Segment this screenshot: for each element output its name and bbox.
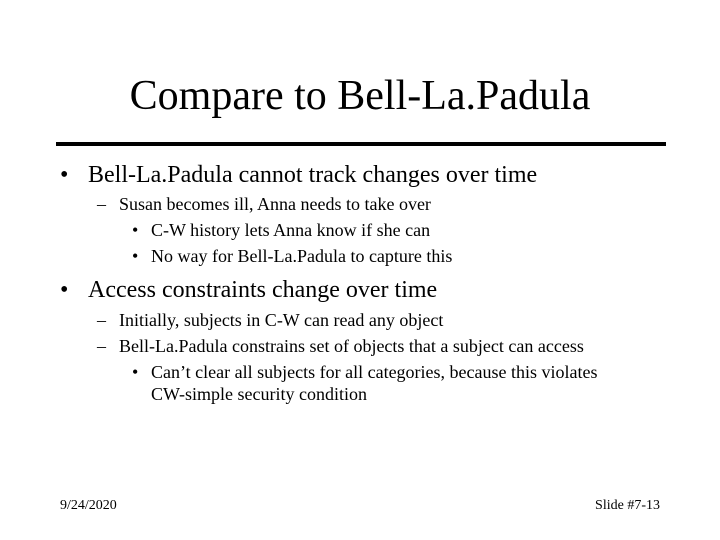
bullet-text: Bell-La.Padula cannot track changes over time xyxy=(88,162,538,188)
footer-date: 9/24/2020 xyxy=(60,498,117,513)
sub-bullet-marker: – xyxy=(97,310,106,330)
sub-sub-bullet-text-line2: CW-simple security condition xyxy=(151,384,367,404)
sub-bullet-text: Bell-La.Padula constrains set of objects that a subject can access xyxy=(119,336,584,356)
sub-sub-bullet-marker: • xyxy=(132,246,139,266)
title-divider xyxy=(56,142,666,146)
slide-title: Compare to Bell-La.Padula xyxy=(129,73,591,119)
sub-sub-bullet-marker: • xyxy=(132,220,139,240)
sub-bullet-text: Susan becomes ill, Anna needs to take over xyxy=(119,194,431,214)
sub-sub-bullet-text: No way for Bell-La.Padula to capture this xyxy=(151,246,453,266)
sub-bullet-marker: – xyxy=(97,336,106,356)
bullet-text: Access constraints change over time xyxy=(88,277,438,303)
bullet-marker: • xyxy=(60,162,69,188)
footer-slide-number: Slide #7-13 xyxy=(595,498,660,513)
bullet-marker: • xyxy=(60,277,69,303)
sub-sub-bullet-marker: • xyxy=(132,362,139,382)
sub-sub-bullet-text: C-W history lets Anna know if she can xyxy=(151,220,431,240)
sub-sub-bullet-text-line1: Can’t clear all subjects for all categories, because this violates xyxy=(151,362,598,382)
sub-bullet-text: Initially, subjects in C-W can read any object xyxy=(119,310,444,330)
sub-bullet-marker: – xyxy=(97,194,106,214)
